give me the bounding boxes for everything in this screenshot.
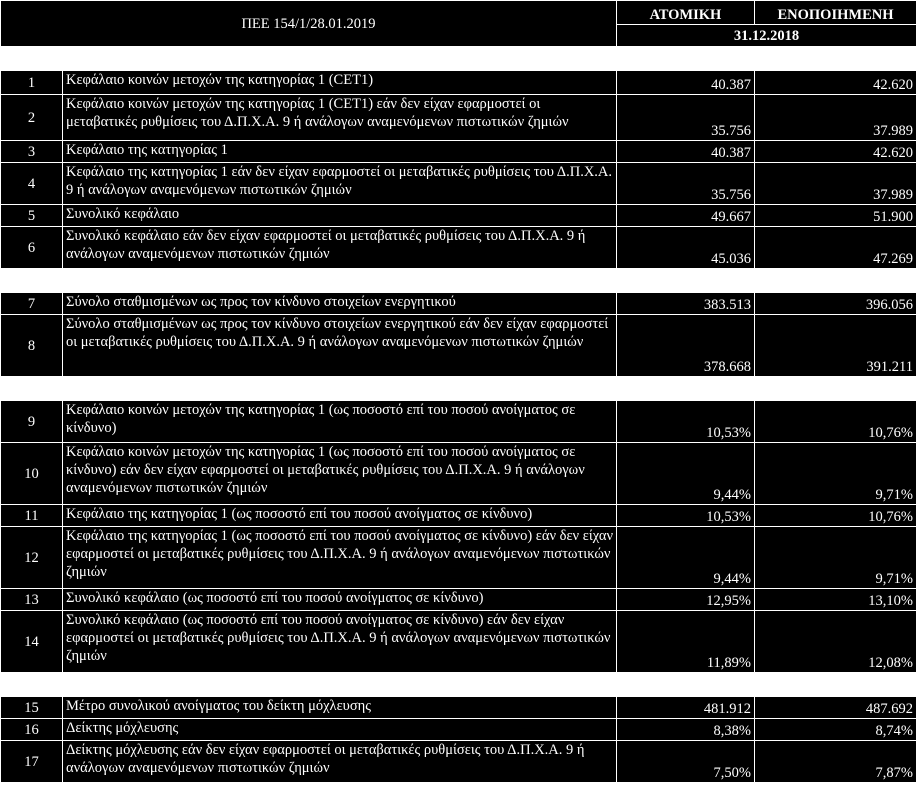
table-row [1,227,916,269]
row-number: 17 [1,741,63,783]
value-individual: 481.912 [617,697,755,719]
value-individual: 45.036 [617,227,755,269]
table-row [1,505,916,527]
row-description: Κεφάλαιο κοινών μετοχών της κατηγορίας 1 (ως ποσοστό επί του ποσού ανοίγματος σε κίνδυνο) [63,401,617,443]
value-consolidated: 396.056 [755,293,916,315]
row-description: Κεφάλαιο κοινών μετοχών της κατηγορίας 1 (ως ποσοστό επί του ποσού ανοίγματος σε κίνδυνο) εάν δεν είχαν εφαρμοστεί οι μεταβατικές ρυθμίσεις του Δ.Π.Χ.Α. 9 ή ανάλογων αναμενόμενων πιστωτικών ζημιών [63,443,617,505]
table-row [1,697,916,719]
table-row [1,443,916,505]
value-consolidated: 12,08% [755,611,916,673]
value-consolidated: 10,76% [755,505,916,527]
row-number: 2 [1,95,63,141]
value-individual: 40.387 [617,141,755,163]
value-consolidated: 391.211 [755,315,916,377]
value-individual: 7,50% [617,741,755,783]
spacer [1,377,916,401]
row-number: 3 [1,141,63,163]
spacer [1,47,916,71]
value-consolidated: 13,10% [755,589,916,611]
value-consolidated: 42.620 [755,141,916,163]
table-row [1,315,916,377]
row-description: Δείκτης μόχλευσης εάν δεν είχαν εφαρμοστεί οι μεταβατικές ρυθμίσεις του Δ.Π.Χ.Α. 9 ή ανάλογων αναμενόμενων πιστωτικών ζημιών [63,741,617,783]
row-number: 9 [1,401,63,443]
value-individual: 378.668 [617,315,755,377]
table-row [1,741,916,783]
table-row [1,611,916,673]
value-individual: 9,44% [617,527,755,589]
row-number: 12 [1,527,63,589]
value-individual: 10,53% [617,505,755,527]
table-row [1,401,916,443]
row-description: Κεφάλαιο κοινών μετοχών της κατηγορίας 1 (CET1) εάν δεν είχαν εφαρμοστεί οι μεταβατικές ρυθμίσεις του Δ.Π.Χ.Α. 9 ή ανάλογων αναμενόμενων πιστωτικών ζημιών [63,95,617,141]
value-consolidated: 47.269 [755,227,916,269]
value-consolidated: 51.900 [755,205,916,227]
row-number: 11 [1,505,63,527]
value-individual: 40.387 [617,71,755,95]
table-title: ΠΕΕ 154/1/28.01.2019 [1,1,617,47]
row-number: 16 [1,719,63,741]
col-header-consolidated: ΕΝΟΠΟΙΗΜΕΝΗ [755,1,916,25]
value-consolidated: 487.692 [755,697,916,719]
value-individual: 10,53% [617,401,755,443]
row-number: 15 [1,697,63,719]
row-number: 13 [1,589,63,611]
spacer [1,269,916,293]
value-consolidated: 7,87% [755,741,916,783]
row-number: 8 [1,315,63,377]
row-number: 5 [1,205,63,227]
table-row [1,163,916,205]
table-row [1,95,916,141]
row-number: 14 [1,611,63,673]
value-consolidated: 9,71% [755,527,916,589]
row-number: 10 [1,443,63,505]
row-description: Κεφάλαιο της κατηγορίας 1 εάν δεν είχαν εφαρμοστεί οι μεταβατικές ρυθμίσεις του Δ.Π.Χ.Α. 9 ή ανάλογων αναμενόμενων πιστωτικών ζημιών [63,163,617,205]
table-row [1,527,916,589]
table-row [1,205,916,227]
value-individual: 12,95% [617,589,755,611]
table-row [1,141,916,163]
row-description: Σύνολο σταθμισμένων ως προς τον κίνδυνο στοιχείων ενεργητικού εάν δεν είχαν εφαρμοστεί οι μεταβατικές ρυθμίσεις του Δ.Π.Χ.Α. 9 ή ανάλογων αναμενόμενων πιστωτικών ζημιών [63,315,617,377]
row-description: Κεφάλαιο της κατηγορίας 1 [63,141,617,163]
value-consolidated: 10,76% [755,401,916,443]
row-number: 1 [1,71,63,95]
row-number: 7 [1,293,63,315]
row-description: Μέτρο συνολικού ανοίγματος του δείκτη μόχλευσης [63,697,617,719]
value-individual: 35.756 [617,95,755,141]
row-description: Συνολικό κεφάλαιο (ως ποσοστό επί του ποσού ανοίγματος σε κίνδυνο) [63,589,617,611]
value-individual: 9,44% [617,443,755,505]
value-consolidated: 37.989 [755,95,916,141]
value-consolidated: 9,71% [755,443,916,505]
header-row [1,1,916,25]
table-row [1,293,916,315]
row-description: Κεφάλαιο της κατηγορίας 1 (ως ποσοστό επί του ποσού ανοίγματος σε κίνδυνο) εάν δεν είχαν εφαρμοστεί οι μεταβατικές ρυθμίσεις του Δ.Π.Χ.Α. 9 ή ανάλογων αναμενόμενων πιστωτικών ζημιών [63,527,617,589]
value-consolidated: 37.989 [755,163,916,205]
row-description: Κεφάλαιο κοινών μετοχών της κατηγορίας 1 (CET1) [63,71,617,95]
row-description: Δείκτης μόχλευσης [63,719,617,741]
date-header: 31.12.2018 [617,25,916,47]
col-header-individual: ΑΤΟΜΙΚΗ [617,1,755,25]
row-number: 6 [1,227,63,269]
spacer [1,673,916,697]
value-consolidated: 8,74% [755,719,916,741]
row-description: Συνολικό κεφάλαιο εάν δεν είχαν εφαρμοστεί οι μεταβατικές ρυθμίσεις του Δ.Π.Χ.Α. 9 ή ανάλογων αναμενόμενων πιστωτικών ζημιών [63,227,617,269]
value-individual: 11,89% [617,611,755,673]
table-row [1,71,916,95]
value-individual: 49.667 [617,205,755,227]
row-number: 4 [1,163,63,205]
value-individual: 383.513 [617,293,755,315]
row-description: Κεφάλαιο της κατηγορίας 1 (ως ποσοστό επί του ποσού ανοίγματος σε κίνδυνο) [63,505,617,527]
row-description: Συνολικό κεφάλαιο [63,205,617,227]
table-row [1,719,916,741]
value-consolidated: 42.620 [755,71,916,95]
value-individual: 8,38% [617,719,755,741]
row-description: Σύνολο σταθμισμένων ως προς τον κίνδυνο στοιχείων ενεργητικού [63,293,617,315]
row-description: Συνολικό κεφάλαιο (ως ποσοστό επί του ποσού ανοίγματος σε κίνδυνο) εάν δεν είχαν εφαρμοστεί οι μεταβατικές ρυθμίσεις του Δ.Π.Χ.Α. 9 ή ανάλογων αναμενόμενων πιστωτικών ζημιών [63,611,617,673]
table-row [1,589,916,611]
value-individual: 35.756 [617,163,755,205]
